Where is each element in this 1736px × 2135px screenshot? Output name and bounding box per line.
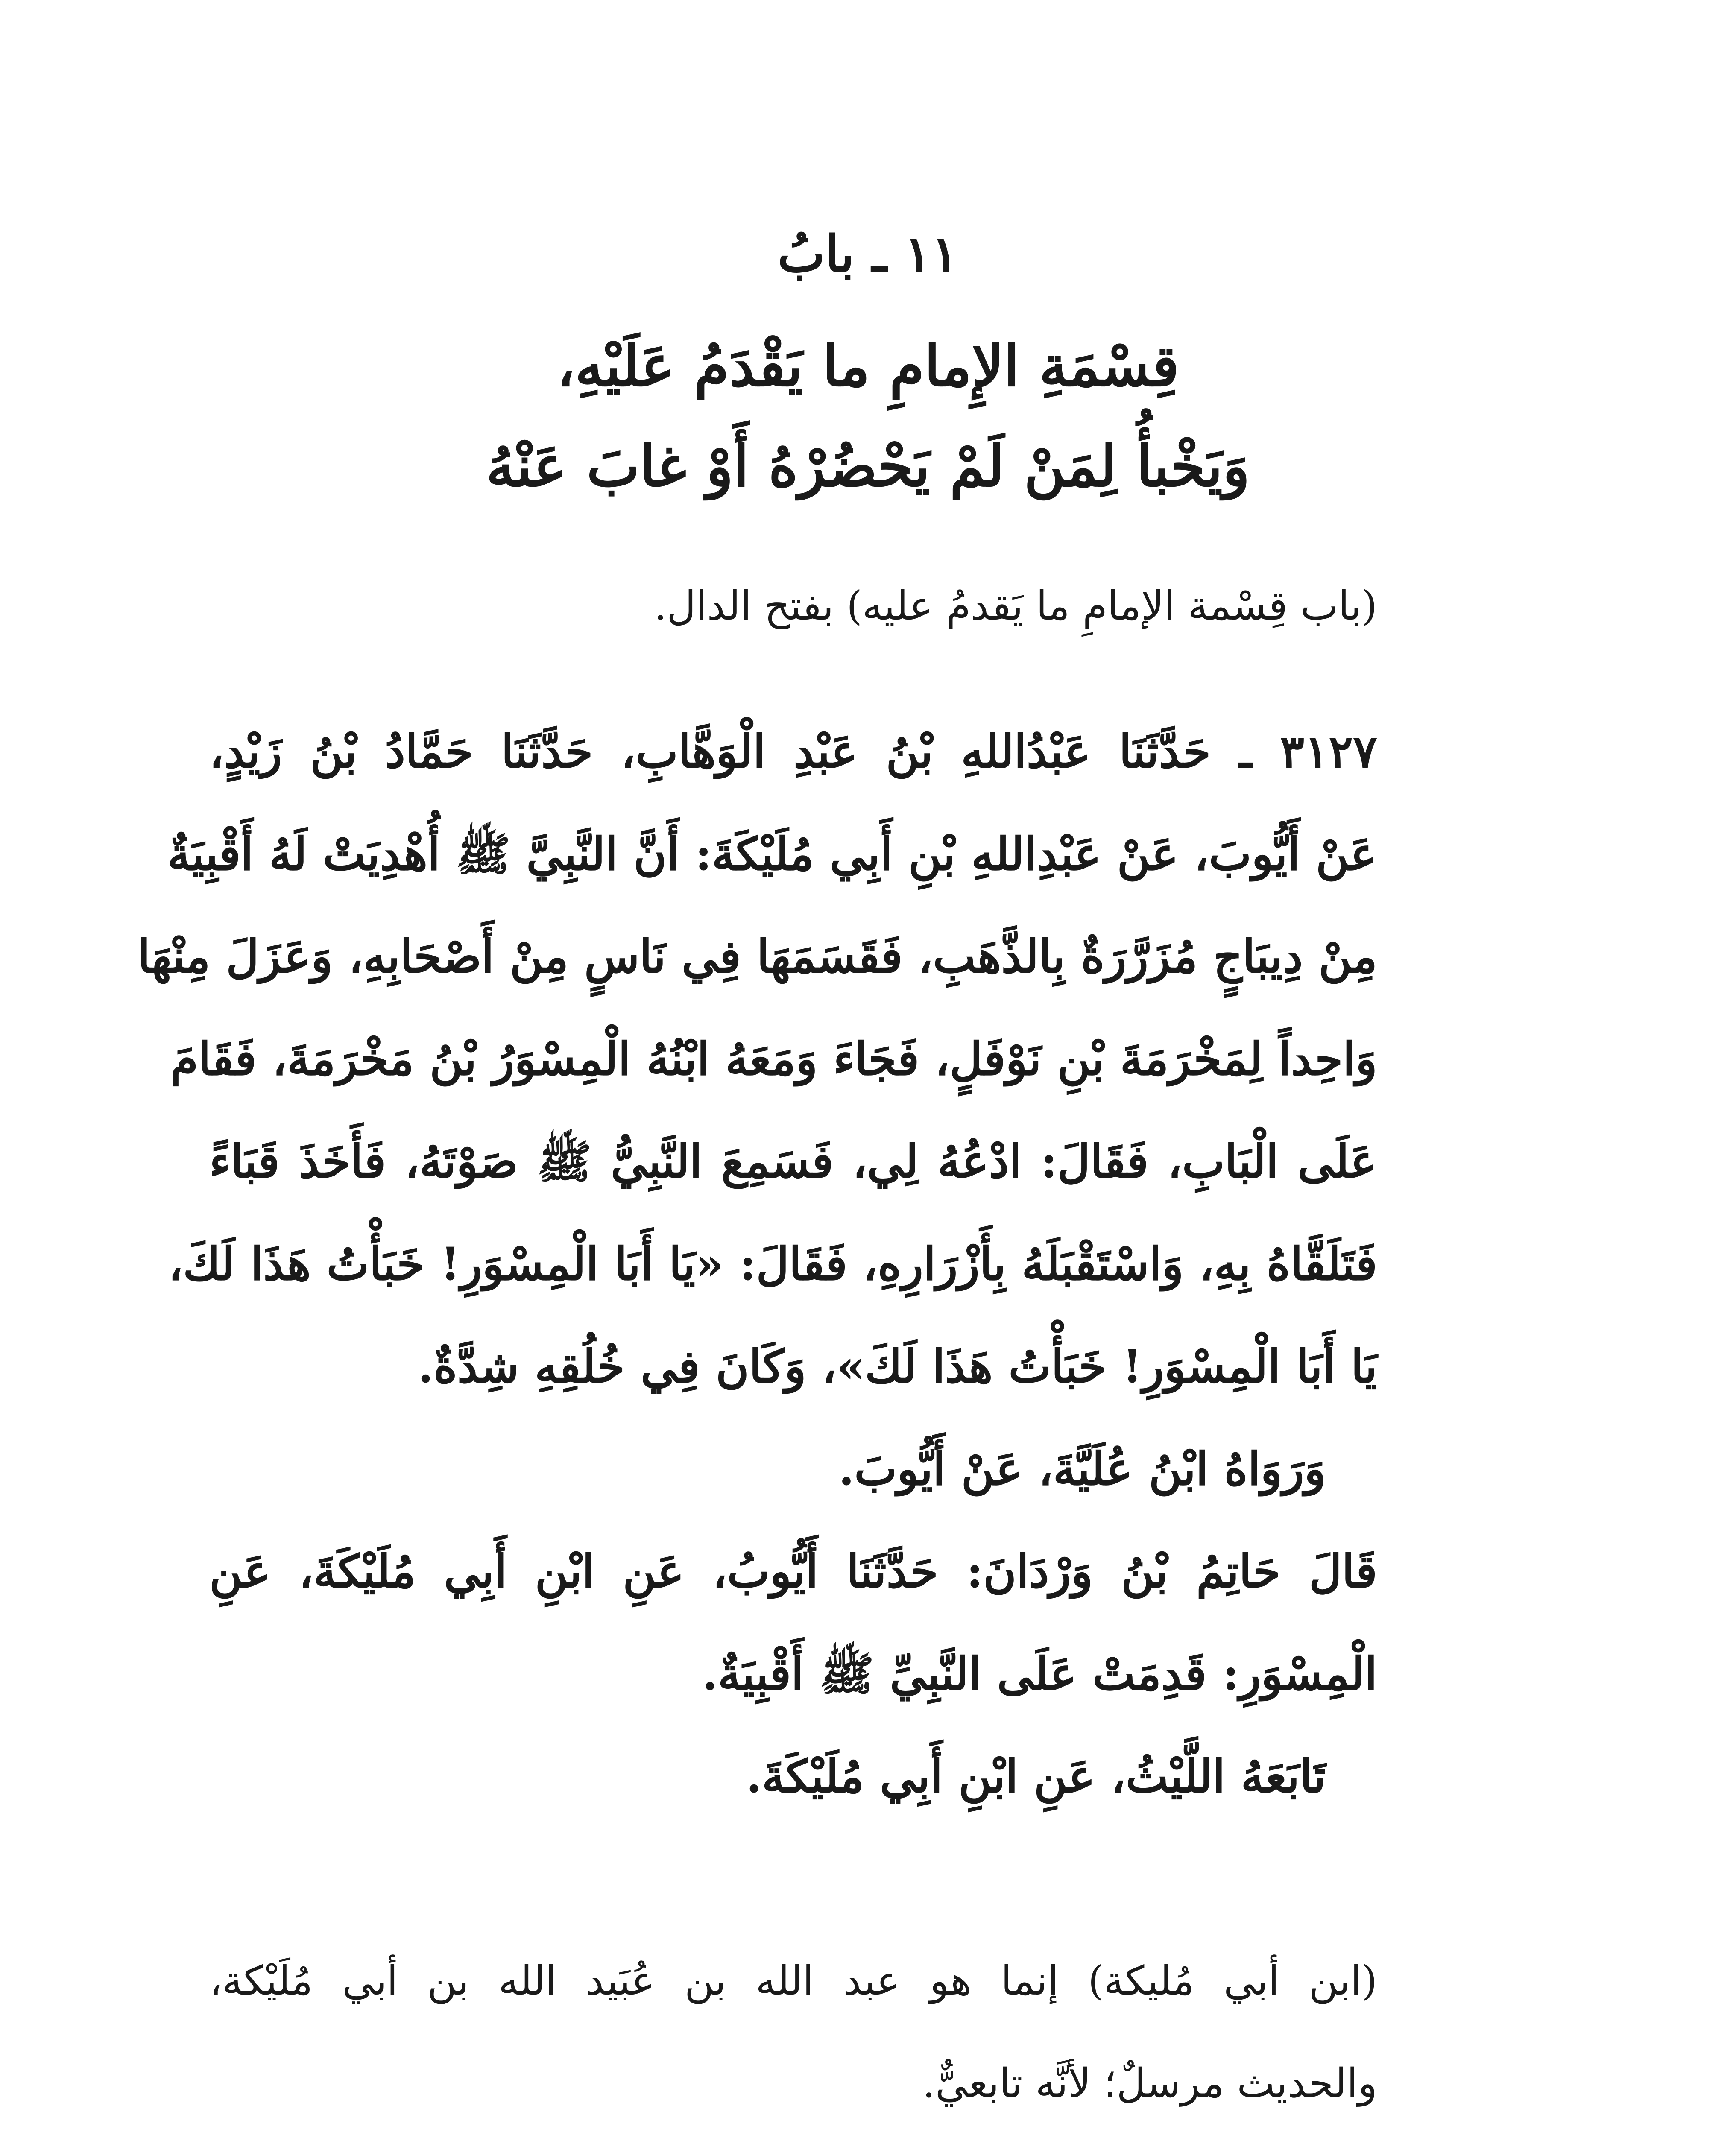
commentary-line: والحديث مرسلٌ؛ لأنَّه تابعيٌّ. [922,2060,1377,2107]
hadith-line: عَلَى الْبَابِ، فَقَالَ: ادْعُهُ لِي، فَسَمِعَ النَّبِيُّ ﷺ صَوْتَهُ، فَأَخَذَ قَبَاءً [209,1135,1377,1188]
chapter-title-line: وَيَخْبأُ لِمَنْ لَمْ يَحْضُرْهُ أَوْ غابَ عَنْهُ [486,433,1250,500]
hadith-line: وَاحِداً لِمَخْرَمَةَ بْنِ نَوْفَلٍ، فَجَاءَ وَمَعَهُ ابْنُهُ الْمِسْوَرُ بْنُ مَخْرَمَةَ، فَقَامَ [170,1032,1377,1085]
qala-line: الْمِسْوَرِ: قَدِمَتْ عَلَى النَّبِيِّ ﷺ أَقْبِيَةٌ. [702,1647,1377,1700]
hadith-text [138,700,1377,1828]
chapter-title-line: قِسْمَةِ الإِمامِ ما يَقْدَمُ عَلَيْهِ، [556,333,1180,399]
intro-commentary [209,555,1377,658]
footnote-commentary [209,1930,1377,2135]
commentary-line: (ابن أبي مُليكة) إنما هو عبد الله بن عُبَيد الله بن أبي مُلَيْكة، [209,1958,1377,2004]
hadith-line: يَا أَبَا الْمِسْوَرِ! خَبَأْتُ هَذَا لَكَ»، وَكَانَ فِي خُلُقِهِ شِدَّةٌ. [418,1339,1377,1393]
hadith-line: مِنْ دِيبَاجٍ مُزَرَّرَةٌ بِالذَّهَبِ، فَقَسَمَهَا فِي نَاسٍ مِنْ أَصْحَابِهِ، وَعَزَلَ مِنْهَا [138,930,1377,983]
hadith-line: فَتَلَقَّاهُ بِهِ، وَاسْتَقْبَلَهُ بِأَزْرَارِهِ، فَقَالَ: «يَا أَبَا الْمِسْوَرِ! خَبَأْتُ هَذَا لَكَ، [168,1237,1377,1290]
chapter-number: ١١ ـ بابُ [777,224,959,284]
tabaahu-line: تَابَعَهُ اللَّيْثُ، عَنِ ابْنِ أَبِي مُلَيْكَةَ. [746,1749,1326,1803]
riwaya-line: وَرَوَاهُ ابْنُ عُلَيَّةَ، عَنْ أَيُّوبَ. [838,1442,1326,1495]
hadith-line: عَنْ أَيُّوبَ، عَنْ عَبْدِاللهِ بْنِ أَبِي مُلَيْكَةَ: أَنَّ النَّبِيَّ ﷺ أُهْدِيَتْ لَهُ أَقْبِيَةٌ [167,827,1377,880]
hadith-line: ٣١٢٧ ـ حَدَّثَنَا عَبْدُاللهِ بْنُ عَبْدِ الْوَهَّابِ، حَدَّثَنَا حَمَّادُ بْنُ زَيْدٍ، [209,725,1377,778]
chapter-title [214,316,1522,517]
qala-line: قَالَ حَاتِمُ بْنُ وَرْدَانَ: حَدَّثَنَا أَيُّوبُ، عَنِ ابْنِ أَبِي مُلَيْكَةَ، عَنِ [209,1544,1377,1598]
commentary-line: (باب قِسْمة الإمامِ ما يَقدمُ عليه) بفتح الدال. [654,583,1377,629]
